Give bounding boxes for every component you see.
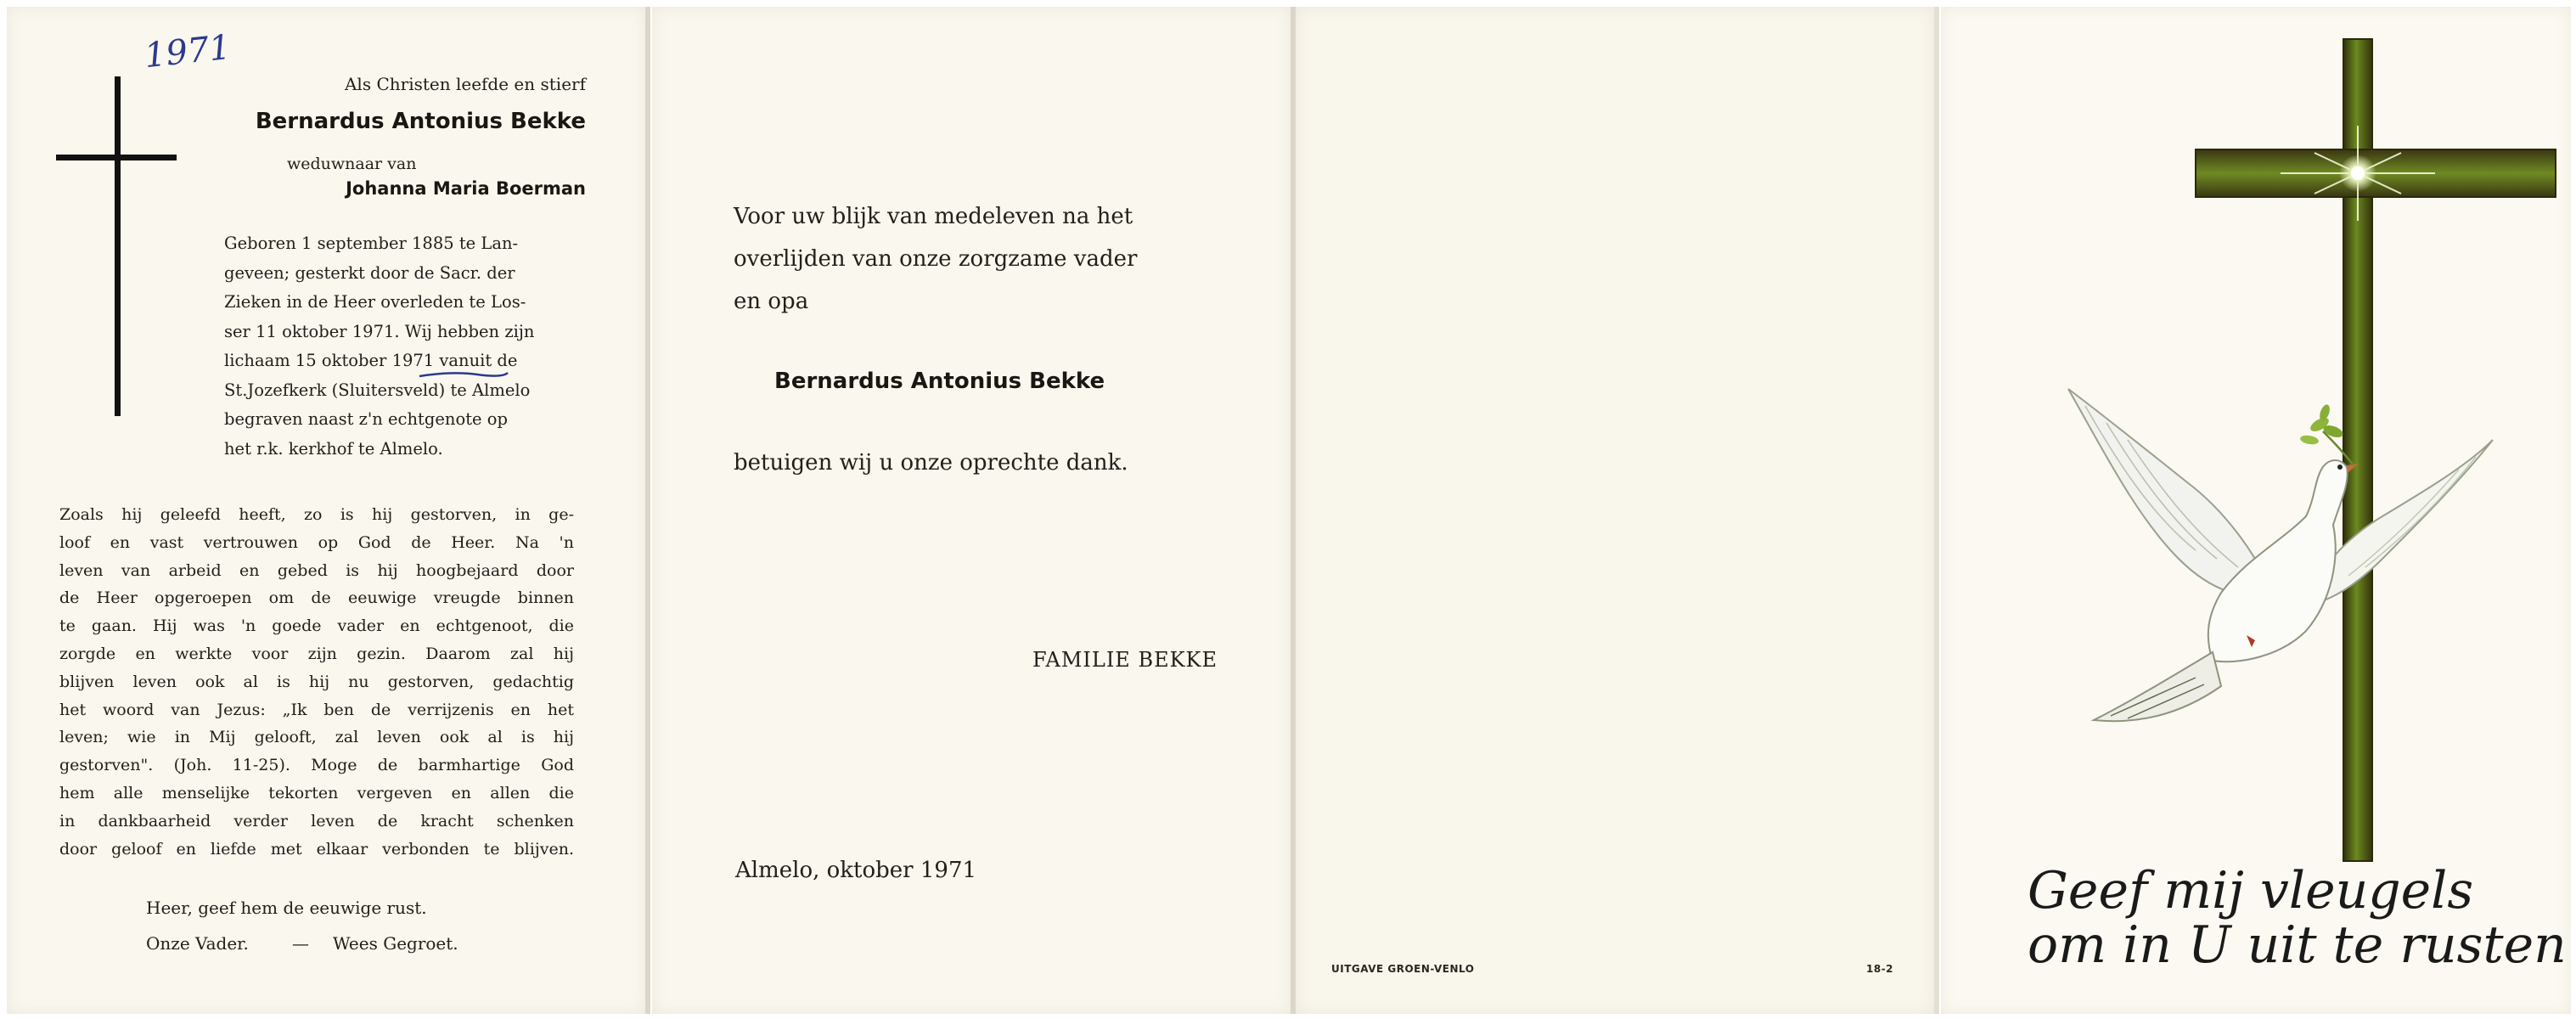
bio-line: begraven naast z'n echtgenote op — [224, 409, 508, 429]
text-line: te gaan. Hij was 'n goede vader en echtgenoot, die — [59, 616, 574, 636]
text-line: gestorven". (Joh. 11-25). Moge de barmhartige God — [59, 756, 574, 775]
prayer-wees-gegroet: Wees Gegroet. — [333, 933, 458, 954]
text-line: Zoals hij geleefd heeft, zo is hij gestorven, in ge- — [59, 505, 574, 524]
bio-line: ser 11 oktober 1971. Wij hebben zijn — [224, 321, 535, 341]
intro-text: Als Christen leefde en stierf — [344, 74, 586, 94]
fold-line — [645, 7, 650, 1014]
deceased-name-thanks: Bernardus Antonius Bekke — [774, 369, 1105, 394]
text-line: zorgde en werkte voor zijn gezin. Daarom zal hij — [59, 644, 574, 663]
bio-line: het r.k. kerkhof te Almelo. — [224, 438, 443, 459]
card-panel-thanks — [652, 7, 1291, 1014]
thanks-text-block — [734, 195, 1137, 323]
text-line: de Heer opgeroepen om de eeuwige vreugde binnen — [59, 588, 574, 608]
text-block — [59, 501, 574, 863]
handwritten-year: 1971 — [142, 27, 233, 76]
deceased-name: Bernardus Antonius Bekke — [255, 109, 586, 134]
fold-line — [1934, 7, 1939, 1014]
verse-line-1: Geef mij vleugels — [2028, 861, 2474, 920]
widower-of-label: weduwnaar van — [287, 155, 417, 173]
closing-text: betuigen wij u onze oprechte dank. — [734, 450, 1128, 476]
text-line: loof en vast vertrouwen op God de Heer. Na 'n — [59, 532, 574, 552]
spouse-name: Johanna Maria Boerman — [346, 178, 586, 199]
bio-line: Geboren 1 september 1885 te Lan- — [224, 234, 519, 253]
text-line: het woord van Jezus: „Ik ben de verrijzenis en het — [59, 700, 574, 719]
card-panel-obituary — [7, 7, 645, 1014]
prayer-onze-vader: Onze Vader. — [146, 933, 249, 954]
thanks-line: Voor uw blijk van medeleven na het — [734, 204, 1133, 229]
thanks-line: overlijden van onze zorgzame vader — [734, 246, 1138, 272]
verse-line-2: om in U uit te rusten — [2028, 915, 2567, 975]
dove-icon — [2068, 389, 2493, 721]
place-date: Almelo, oktober 1971 — [735, 858, 977, 883]
text-line: leven; wie in Mij gelooft, zal leven ook al is hij — [59, 728, 574, 747]
prayer-line: Heer, geef hem de eeuwige rust. — [146, 898, 427, 918]
text-line: door geloof en liefde met elkaar verbonden te blijven. — [59, 839, 574, 859]
card-panel-front — [1941, 7, 2571, 1014]
bio-line: St.Jozefkerk (Sluitersveld) te Almelo — [224, 380, 531, 400]
bio-line: geveen; gesterkt door de Sacr. der — [224, 262, 515, 283]
prayer-dash: — — [292, 933, 309, 954]
text-line: in dankbaarheid verder leven de kracht schenken — [59, 811, 574, 830]
black-cross-icon — [56, 76, 183, 416]
card-code: 18-2 — [1866, 963, 1894, 975]
text-line: leven van arbeid en gebed is hij hoogbejaard door — [59, 560, 574, 580]
publisher-label: UITGAVE GROEN-VENLO — [1331, 963, 1475, 975]
handwritten-underline-icon — [418, 368, 511, 381]
biography-block — [224, 229, 586, 464]
card-panel-back — [1296, 7, 1934, 1014]
family-signature: FAMILIE BEKKE — [1032, 648, 1218, 672]
text-line: hem alle menselijke tekorten vergeven en allen die — [59, 783, 574, 802]
thanks-line: en opa — [734, 289, 809, 314]
text-line: blijven leven ook al is hij nu gestorven, gedachtig — [59, 672, 574, 691]
bio-line: lichaam 15 oktober 1971 vanuit de — [224, 351, 518, 370]
bio-line: Zieken in de Heer overleden te Los- — [224, 292, 526, 312]
